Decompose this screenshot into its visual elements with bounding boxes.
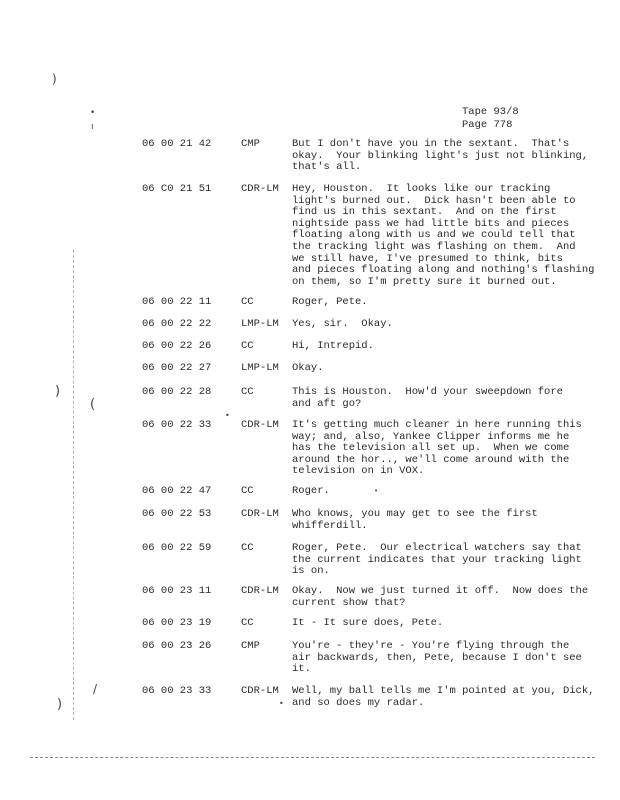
dialogue-line: and so does my radar.: [292, 696, 425, 709]
dialogue-line: You're - they're - You're flying through the: [292, 640, 570, 652]
margin-mark: •: [90, 108, 96, 118]
dialogue-line: Roger.: [292, 485, 330, 497]
dialogue-text: [292, 641, 592, 676]
bottom-scan-line: [30, 757, 595, 758]
margin-mark: •: [225, 411, 230, 420]
dialogue-line: the tracking light was flashing on them. And: [292, 240, 576, 253]
dialogue-line: we still have, I've presumed to think, bits: [292, 252, 563, 265]
dialogue-line: This is Houston. How'd your sweepdown fore: [292, 386, 563, 398]
dialogue-line: it.: [292, 663, 311, 676]
timestamp: 06 00 22 22: [142, 318, 212, 330]
margin-scan-line: [73, 250, 74, 720]
margin-mark: •: [374, 487, 379, 495]
dialogue-line: is on.: [292, 565, 330, 578]
dialogue-line: the current indicates that your tracking light: [292, 553, 582, 566]
timestamp: 06 00 22 26: [142, 340, 212, 352]
dialogue-line: Well, my ball tells me I'm pointed at you, Dick,: [292, 685, 595, 697]
page-number: Page 778: [462, 119, 513, 131]
dialogue-line: Roger, Pete.: [292, 296, 368, 308]
page-header: [462, 106, 519, 132]
speaker: CDR-LM: [241, 585, 279, 597]
margin-mark: ): [55, 384, 61, 399]
timestamp: 06 00 22 59: [142, 542, 212, 554]
speaker: CC: [241, 617, 254, 629]
margin-mark: ): [52, 72, 57, 86]
dialogue-text: [292, 387, 592, 410]
dialogue-line: way; and, also, Yankee Clipper informs me he: [292, 430, 570, 443]
dialogue-line: It - It sure does, Pete.: [292, 617, 444, 629]
dialogue-text: [292, 509, 592, 532]
timestamp: 06 00 23 26: [142, 640, 212, 652]
dialogue-line: that's all.: [292, 161, 362, 174]
dialogue-line: Roger, Pete. Our electrical watchers say that: [292, 542, 582, 554]
dialogue-line: floating along with us and we could tell that: [292, 229, 576, 242]
timestamp: 06 00 22 47: [142, 485, 212, 497]
margin-mark: ): [57, 697, 63, 712]
dialogue-line: Okay. Now we just turned it off. Now does the: [292, 585, 589, 597]
dialogue-line: has the television all set up. When we come: [292, 442, 570, 455]
dialogue-text: [292, 341, 592, 353]
timestamp: 06 00 22 11: [142, 296, 212, 308]
dialogue-text: [292, 486, 592, 498]
dialogue-line: current show that?: [292, 596, 406, 609]
tape-number: Tape 93/8: [462, 106, 519, 118]
speaker: CDR-LM: [241, 183, 279, 195]
dialogue-text: [292, 183, 595, 288]
timestamp: 06 00 22 28: [142, 386, 212, 398]
dialogue-text: [292, 420, 592, 478]
dialogue-line: Hey, Houston. It looks like our tracking: [292, 183, 551, 195]
dialogue-line: whifferdill.: [292, 519, 368, 532]
dialogue-text: [292, 297, 592, 309]
dialogue-line: on them, so I'm pretty sure it burned out.: [292, 275, 557, 288]
speaker: CDR-LM: [241, 685, 279, 697]
dialogue-text: [292, 319, 592, 331]
dialogue-line: But I don't have you in the sextant. That's: [292, 138, 570, 150]
dialogue-text: [292, 363, 592, 375]
timestamp: 06 C0 21 51: [142, 183, 212, 195]
dialogue-text: [292, 618, 592, 630]
speaker: CC: [241, 542, 254, 554]
dialogue-line: Okay.: [292, 362, 324, 374]
speaker: CC: [241, 340, 254, 352]
dialogue-text: [292, 586, 592, 609]
dialogue-line: Who knows, you may get to see the first: [292, 508, 538, 520]
speaker: CDR-LM: [241, 508, 279, 520]
dialogue-line: television on in VOX.: [292, 465, 425, 478]
dialogue-line: Hi, Intrepid.: [292, 340, 374, 352]
margin-mark: ı: [91, 122, 94, 132]
dialogue-text: [292, 685, 595, 709]
dialogue-text: [292, 139, 592, 174]
dialogue-line: around the hor.., we'll come around with the: [292, 453, 570, 466]
dialogue-line: and aft go?: [292, 397, 362, 410]
margin-mark: (: [90, 397, 96, 412]
dialogue-line: nightside pass we had little bits and pieces: [292, 217, 570, 230]
speaker: CC: [241, 485, 254, 497]
margin-mark: •: [279, 699, 284, 708]
dialogue-text: [292, 543, 592, 578]
speaker: CDR-LM: [241, 419, 279, 431]
speaker: CMP: [241, 138, 260, 150]
timestamp: 06 00 21 42: [142, 138, 212, 150]
speaker: LMP-LM: [241, 362, 279, 374]
timestamp: 06 00 22 27: [142, 362, 212, 374]
dialogue-line: It's getting much cleaner in here running this: [292, 419, 582, 431]
speaker: CC: [241, 386, 254, 398]
dialogue-line: okay. Your blinking light's just not blinking,: [292, 149, 589, 162]
dialogue-line: Yes, sir. Okay.: [292, 318, 393, 330]
timestamp: 06 00 23 33: [142, 685, 212, 697]
speaker: CMP: [241, 640, 260, 652]
dialogue-line: find us in this sextant. And on the first: [292, 206, 557, 219]
timestamp: 06 00 23 11: [142, 585, 212, 597]
margin-mark: /: [93, 682, 98, 696]
dialogue-line: air backwards, then, Pete, because I don't see: [292, 651, 582, 664]
dialogue-line: light's burned out. Dick hasn't been able to: [292, 194, 576, 207]
timestamp: 06 00 22 33: [142, 419, 212, 431]
timestamp: 06 00 23 19: [142, 617, 212, 629]
dialogue-line: and pieces floating along and nothing's flashing: [292, 264, 595, 277]
timestamp: 06 00 22 53: [142, 508, 212, 520]
speaker: LMP-LM: [241, 318, 279, 330]
speaker: CC: [241, 296, 254, 308]
